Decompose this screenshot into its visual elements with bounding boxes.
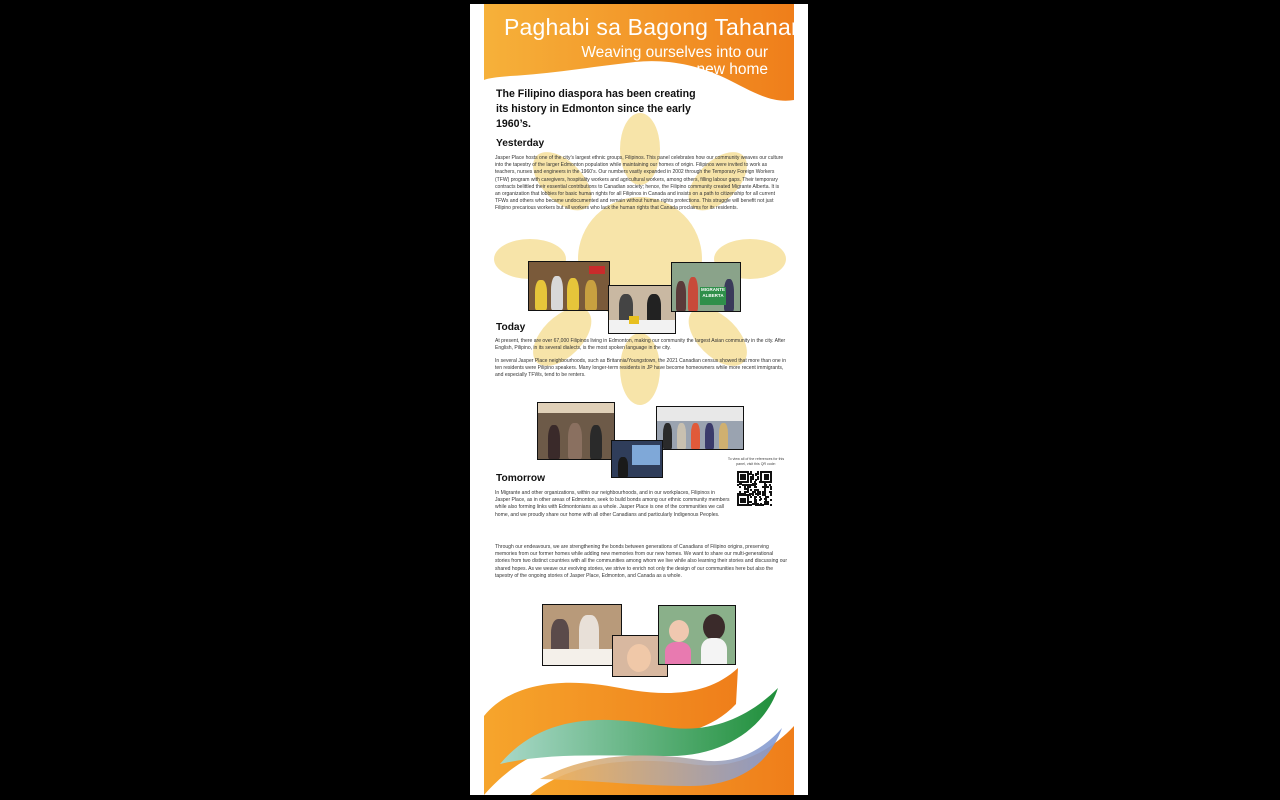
heading-yesterday: Yesterday [496,138,545,149]
paragraph-today-1: At present, there are over 67,000 Filipinos living in Edmonton, making our community the largest Asian community in the city. After English, Pilipino, in its several dialects, is the most spoken language in the city. [495,338,786,352]
paragraph-yesterday: Jasper Place hosts one of the city’s largest ethnic groups, Filipinos. This panel celebrates how our community weaves our culture into the tapestry of the larger Edmonton population while maintaining our homes of origin. Filipinos were invited to work as teachers, nurses and engineers in the 1960’s. Our numbers vastly expanded in 2002 through the Temporary Foreign Workers (TFW) program with caregivers, hospitality workers and agricultural workers, among others, filling labour gaps. Their temporary contracts belittled their essential contributions to Canadian society; hence, the Filipino community created Migrante Alberta. It is an organization that lobbies for basic human rights for all Filipinos in Canada and insists on a path to citizenship for all current TFWs and others who became undocumented and remain without human rights protections. This struggle will benefit not just Filipino precarious workers but all workers who lack the human rights that Canada proclaims for its residents. [495,155,784,212]
migrante-sign: MIGRANTE ALBERTA [700,287,726,305]
bottom-weave-graphic [470,4,808,795]
paragraph-tomorrow-1: In Migrante and other organizations, within our neighbourhoods, and in our workplaces, Filipinos in Jasper Place, as in other areas of Edmonton, seek to build bonds among our ethnic community members while also forming links with Edmontonians as a whole. Jasper Place is one of the communities we call home, and we proudly share our home with all other Canadians and particularly Indigenous Peoples. [495,490,730,518]
paragraph-today-2: In several Jasper Place neighbourhoods, such as Britannia/Youngstown, the 2021 Canadian census showed that more than one in ten residents were Pilipino speakers. Many longer-term residents in JP have become homeowners while more recent immigrants, and especially TFWs, tend to be renters. [495,358,787,379]
poster-title: Paghabi sa Bagong Tahanan [504,14,805,40]
heading-today: Today [496,322,526,333]
poster-subtitle: Weaving ourselves into our new home [581,44,768,78]
info-panel-poster [470,4,808,795]
heading-tomorrow: Tomorrow [496,473,546,484]
qr-code-caption: To view all of the references for this panel, visit this QR code: [727,457,785,466]
paragraph-tomorrow-2: Through our endeavours, we are strengthening the bonds between generations of Canadians of Filipino origins, preserving memories from our former homes while adding new memories from our new homes. We want to share our multi-generational stories from two distinct countries with all the communities among whom we live while also learning their stories and discussing our shared hopes. As we weave our evolving stories, we strive to enrich not only the design of our communities here but also the tapestry of the ongoing stories of Jasper Place, Edmonton, and Canada as a whole. [495,544,788,579]
intro-statement: The Filipino diaspora has been creating its history in Edmonton since the early 1960’s. [496,88,696,130]
